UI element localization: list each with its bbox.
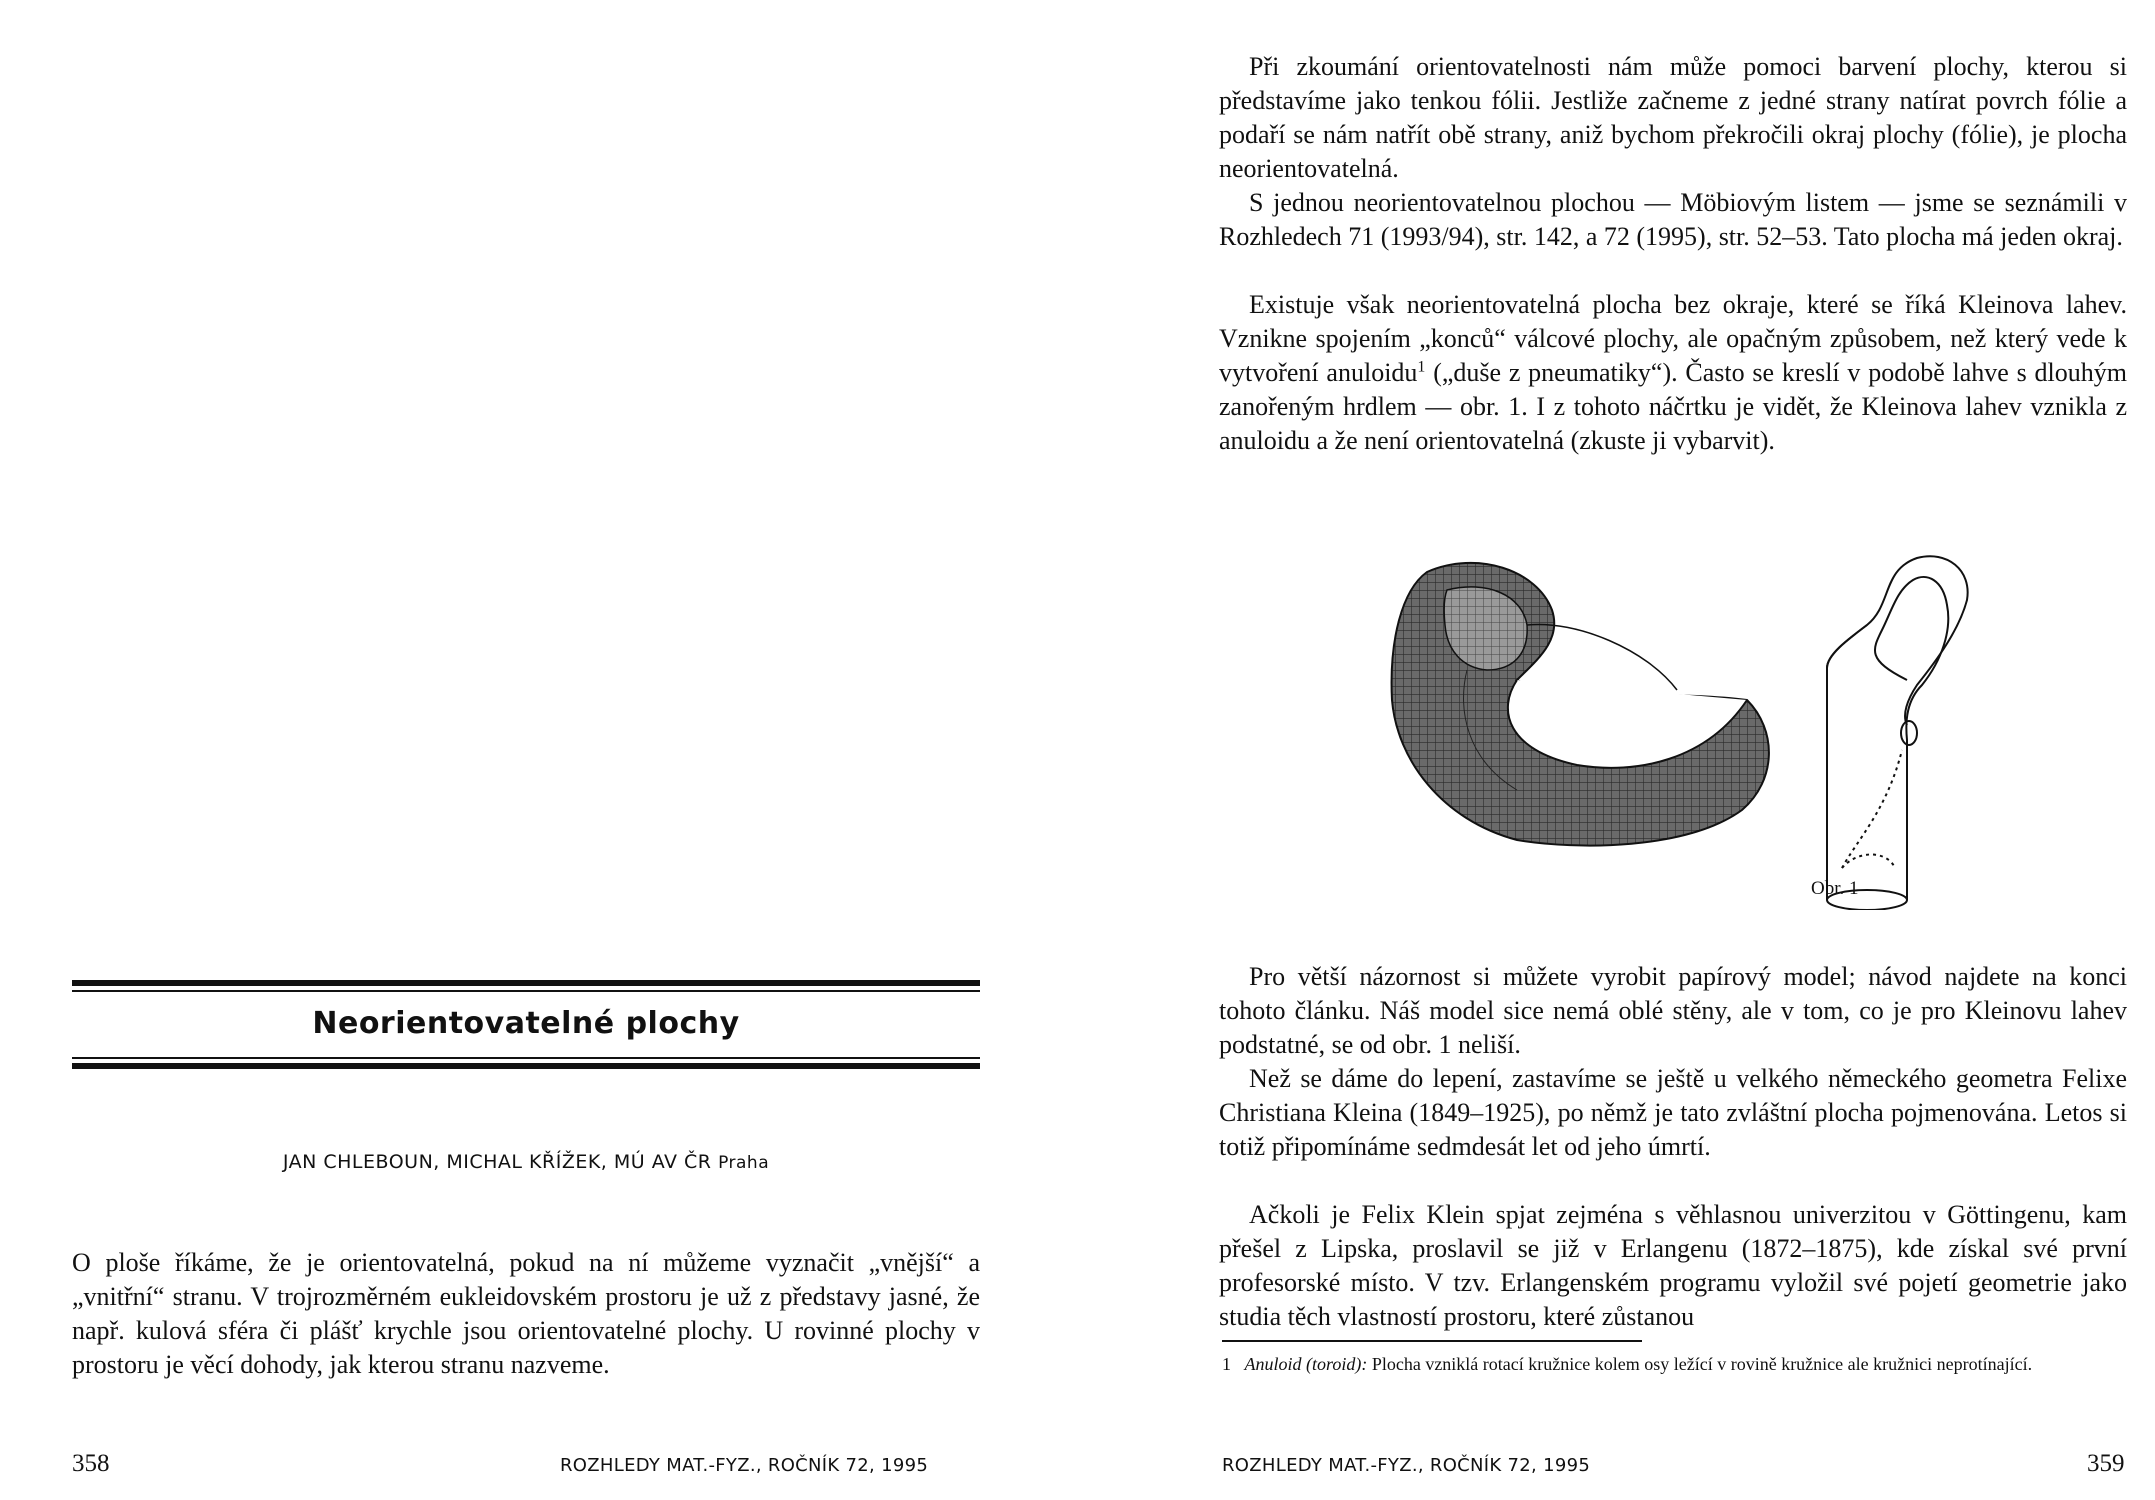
figure-klein-bottle — [1347, 550, 1987, 910]
klein-bottle-line-drawing — [1827, 556, 1968, 910]
article-title: Neorientovatelné plochy — [312, 1006, 740, 1041]
page-number-right: 359 — [2087, 1450, 2125, 1477]
running-foot-right: ROZHLEDY MAT.-FYZ., ROČNÍK 72, 1995 — [1222, 1455, 1591, 1476]
authors-place: Praha — [718, 1153, 770, 1173]
paragraph-2: S jednou neorientovatelnou plochou — Möbiovým listem — jsme se seznámili v Rozhledech 71 (1993/94), str. 142, a 72 (1995), str. 52–53. Tato plocha má jeden okraj. — [1219, 188, 2127, 251]
footnote-term: Anuloid (toroid): — [1244, 1354, 1368, 1374]
footnote — [1222, 1351, 2155, 1377]
page-number-left: 358 — [72, 1450, 110, 1477]
paragraph-1: Při zkoumání orientovatelnosti nám může pomoci barvení plochy, kterou si představíme jako tenkou fólii. Jestliže začneme z jedné strany natírat povrch fólie a podaří se nám natřít obě strany, aniž bychom překročili okraj plochy (fólie), je plocha neorientovatelná. — [1219, 52, 2127, 183]
footnote-reference: 1 — [1417, 358, 1426, 376]
shaded-klein-bottle-illustration — [1392, 563, 1769, 846]
right-page — [1077, 0, 2155, 1500]
paragraph-5: Než se dáme do lepení, zastavíme se ještě u velkého německého geometra Felixe Christiana Kleina (1849–1925), po němž je tato zvláštní plocha pojmenována. Letos si totiž připomínáme sedmdesát let od jeho úmrtí. — [1219, 1064, 2127, 1161]
paragraph-3 — [1219, 288, 2127, 458]
paragraph-3-text-a: Existuje však neorientovatelná plocha bez okraje, které se říká Kleinova lahev. Vznikne spojením „konců“ válcové plochy, ale opačným způsobem, než který vede k vytvoření anuloidu — [1219, 290, 2127, 387]
figure-drawings — [1347, 550, 1987, 910]
intro-paragraph: O ploše říkáme, že je orientovatelná, pokud na ní můžeme vyznačit „vnější“ a „vnitřní“ stranu. V trojrozměrném eukleidovském prostoru je už z představy jasné, že např. kulová sféra či plášť krychle jsou orientovatelné plochy. U rovinné plochy v prostoru je věcí dohody, jak kterou stranu nazveme. — [72, 1248, 980, 1379]
authors-names: JAN CHLEBOUN, MICHAL KŘÍŽEK, MÚ AV ČR — [282, 1151, 712, 1173]
paragraph-4: Pro větší názornost si můžete vyrobit papírový model; návod najdete na konci tohoto článku. Náš model sice nemá oblé stěny, ale v tom, co je pro Kleinovu lahev podstatné, se od obr. 1 neliší. — [1219, 962, 2127, 1059]
authors-line — [72, 1151, 980, 1173]
paragraph-6: Ačkoli je Felix Klein spjat zejména s věhlasnou univerzitou v Göttingenu, kam přešel z Lipska, proslavil se již v Erlangenu (1872–1875), kde získal své první profesorské místo. V tzv. Erlangenském programu vyložil své pojetí geometrie jako studia těch vlastností prostoru, které zůstanou — [1219, 1200, 2127, 1331]
footnote-rule — [1222, 1340, 1642, 1342]
figure-caption: Obr. 1 — [1811, 878, 1859, 899]
left-page — [0, 0, 1077, 1500]
title-rule-bottom — [72, 1063, 980, 1069]
footnote-text: Plocha vzniklá rotací kružnice kolem osy ležící v rovině kružnice ale kružnici neprotínající. — [1367, 1354, 2033, 1374]
paragraph-3-text-b: („duše z pneumatiky“). Často se kreslí v podobě lahve s dlouhým zanořeným hrdlem — obr. 1. I z tohoto náčrtku je vidět, že Kleinova lahev vznikla z anuloidu a že není orientovatelná (zkuste ji vybarvit). — [1219, 358, 2127, 455]
title-rule-bottom-thin — [72, 1057, 980, 1059]
article-title-block — [72, 980, 980, 1069]
title-rule-top — [72, 980, 980, 986]
footnote-mark: 1 — [1222, 1354, 1231, 1374]
running-foot-left: ROZHLEDY MAT.-FYZ., ROČNÍK 72, 1995 — [560, 1455, 929, 1476]
